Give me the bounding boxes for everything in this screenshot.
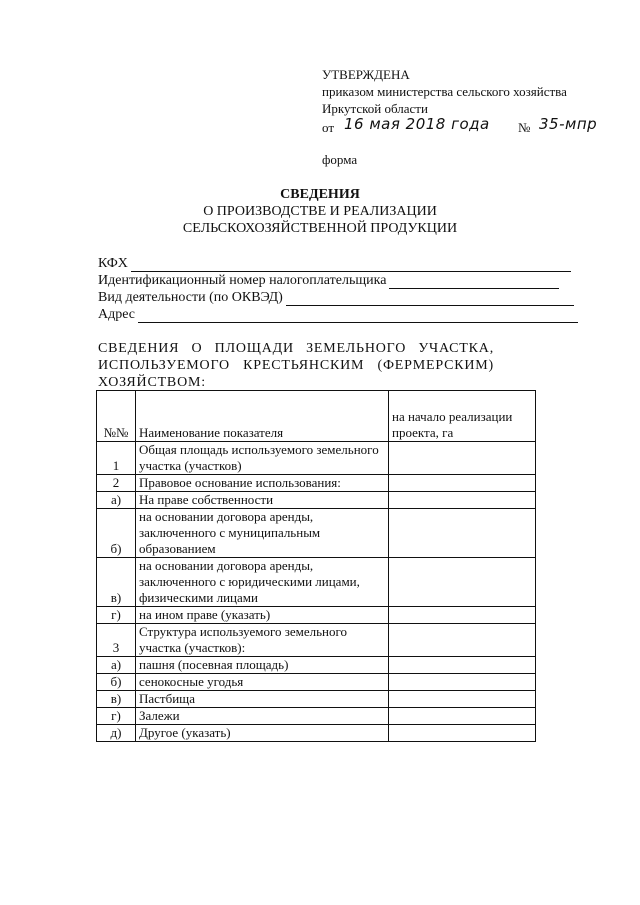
row-indicator: Структура используемого земельного участка (участков):: [136, 624, 389, 657]
row-number: 2: [97, 475, 136, 492]
row-number: д): [97, 725, 136, 742]
form-label: форма: [322, 152, 358, 167]
row-indicator: на ином праве (указать): [136, 607, 389, 624]
order-number-handwritten: 35-мпр: [539, 115, 598, 133]
row-indicator: сенокосные угодья: [136, 674, 389, 691]
order-date-handwritten: 16 мая 2018 года: [344, 115, 490, 133]
okved-label: Вид деятельности (по ОКВЭД): [98, 290, 283, 305]
row-indicator: Залежи: [136, 708, 389, 725]
table-row: [97, 442, 536, 475]
table-row: [97, 691, 536, 708]
table-row: [97, 492, 536, 509]
row-indicator: Общая площадь используемого земельного участка (участков): [136, 442, 389, 475]
order-from-label: от: [322, 120, 335, 135]
table-row: [97, 708, 536, 725]
table-row: [97, 475, 536, 492]
row-value-cell[interactable]: [389, 657, 536, 674]
order-number-label: №: [518, 120, 531, 135]
inn-label: Идентификационный номер налогоплательщика: [98, 273, 387, 288]
row-value-cell[interactable]: [389, 624, 536, 657]
row-indicator: на основании договора аренды, заключенного с юридическими лицами, физическими лицами: [136, 558, 389, 607]
row-value-cell[interactable]: [389, 492, 536, 509]
row-value-cell[interactable]: [389, 708, 536, 725]
table-row: [97, 607, 536, 624]
row-value-cell[interactable]: [389, 509, 536, 558]
table-row: [97, 624, 536, 657]
row-number: г): [97, 607, 136, 624]
table-row: [97, 558, 536, 607]
row-indicator: Другое (указать): [136, 725, 389, 742]
approval-block: [322, 66, 598, 137]
kfh-field[interactable]: [98, 255, 583, 272]
table-row: [97, 657, 536, 674]
row-number: а): [97, 492, 136, 509]
row-number: б): [97, 509, 136, 558]
row-value-cell[interactable]: [389, 558, 536, 607]
order-line: [322, 115, 598, 137]
approval-region: Иркутской области: [322, 101, 428, 116]
row-value-cell[interactable]: [389, 607, 536, 624]
inn-field[interactable]: [98, 272, 583, 289]
section-title: СВЕДЕНИЯ О ПЛОЩАДИ ЗЕМЕЛЬНОГО УЧАСТКА, ИСПОЛЬЗУЕМОГО КРЕСТЬЯНСКИМ (ФЕРМЕРСКИМ) ХОЗЯЙСТВОМ:: [98, 341, 494, 390]
header-number: №№: [97, 391, 136, 442]
row-number: в): [97, 691, 136, 708]
row-number: а): [97, 657, 136, 674]
row-indicator: На праве собственности: [136, 492, 389, 509]
table-row: [97, 509, 536, 558]
address-label: Адрес: [98, 307, 136, 322]
document-title: СВЕДЕНИЯ: [280, 187, 360, 202]
row-value-cell[interactable]: [389, 725, 536, 742]
address-line[interactable]: [138, 309, 578, 323]
inn-line[interactable]: [389, 275, 559, 289]
okved-line[interactable]: [286, 292, 574, 306]
approval-order-text: приказом министерства сельского хозяйства: [322, 84, 567, 99]
row-value-cell[interactable]: [389, 442, 536, 475]
info-fields: [98, 255, 583, 323]
row-value-cell[interactable]: [389, 475, 536, 492]
header-value: на начало реализации проекта, га: [389, 391, 536, 442]
row-indicator: на основании договора аренды, заключенного с муниципальным образованием: [136, 509, 389, 558]
document-subtitle-2: СЕЛЬСКОХОЗЯЙСТВЕННОЙ ПРОДУКЦИИ: [182, 221, 458, 236]
row-indicator: Пастбища: [136, 691, 389, 708]
address-field[interactable]: [98, 306, 583, 323]
row-value-cell[interactable]: [389, 691, 536, 708]
row-number: в): [97, 558, 136, 607]
table-row: [97, 674, 536, 691]
okved-field[interactable]: [98, 289, 583, 306]
row-number: б): [97, 674, 136, 691]
table-header-row: [97, 391, 536, 442]
document-subtitle-1: О ПРОИЗВОДСТВЕ И РЕАЛИЗАЦИИ: [203, 204, 437, 219]
table-row: [97, 725, 536, 742]
row-indicator: Правовое основание использования:: [136, 475, 389, 492]
header-indicator: Наименование показателя: [136, 391, 389, 442]
kfh-label: КФХ: [98, 256, 128, 271]
land-area-table: [96, 390, 536, 742]
row-number: 3: [97, 624, 136, 657]
row-indicator: пашня (посевная площадь): [136, 657, 389, 674]
approval-status: УТВЕРЖДЕНА: [322, 67, 410, 82]
kfh-line[interactable]: [131, 258, 571, 272]
row-value-cell[interactable]: [389, 674, 536, 691]
row-number: 1: [97, 442, 136, 475]
row-number: г): [97, 708, 136, 725]
